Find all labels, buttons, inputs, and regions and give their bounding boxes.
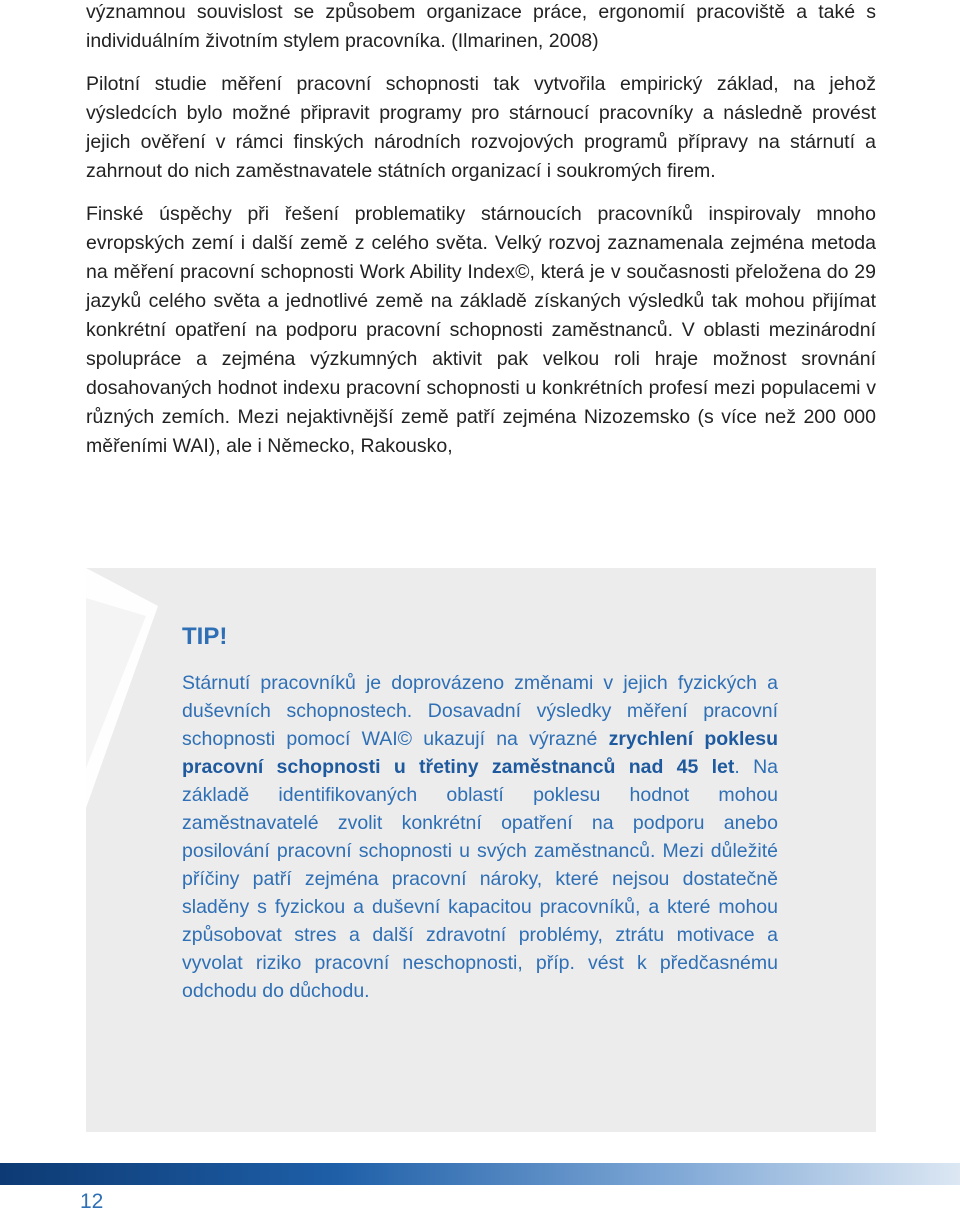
tip-text-part-1: Stárnutí pracovníků je doprovázeno změnami v jejich fyzických a duševních schopnostech. Dosavadní výsledky měření pracovní schopnosti pomocí WAI© ukazují na výrazné: [182, 672, 778, 750]
tip-box: [86, 568, 876, 1132]
tip-text-emphasis: zrychlení poklesu pracovní schopnosti u třetiny zaměstnanců nad 45 let: [182, 728, 779, 778]
tip-text-part-2: . Na základě identifikovaných oblastí poklesu hodnot mohou zaměstnavatelé zvolit konkrétní opatření na podporu anebo posilování pracovní schopnosti u svých zaměstnanců. Mezi důležité příčiny patří zejména pracovní nároky, které nejsou dostatečně sladěny s fyzickou a duševní kapacitou pracovníků, a které mohou způsobovat stres a další zdravotní problémy, ztrátu motivace a vyvolat riziko pracovní neschopnosti, příp. vést k předčasnému odchodu do důchodu.: [182, 756, 778, 1002]
paragraph-3: Finské úspěchy při řešení problematiky stárnoucích pracovníků inspirovaly mnoho evropských zemí i další země z celého světa. Velký rozvoj zaznamenala zejména metoda na měření pracovní schopnosti Work Ability Index©, která je v současnosti přeložena do 29 jazyků celého světa a jednotlivé země na základě získaných výsledků tak mohou přijímat konkrétní opatření na podporu pracovní schopnosti zaměstnanců. V oblasti mezinárodní spolupráce a zejména výzkumných aktivit pak velkou roli hraje možnost srovnání dosahovaných hodnot indexu pracovní schopnosti u konkrétních profesí mezi populacemi v různých zemích. Mezi nejaktivnější země patří zejména Nizozemsko (s více než 200 000 měřeními WAI), ale i Německo, Rakousko,: [86, 203, 876, 457]
paragraph-gap: [86, 186, 876, 200]
page-number: 12: [80, 1190, 104, 1213]
paragraph-gap: [86, 56, 876, 70]
paragraph-1: významnou souvislost se způsobem organizace práce, ergonomií pracoviště a také s individuálním životním stylem pracovníka. (Ilmarinen, 2008): [86, 1, 876, 52]
footer-gradient-bar: [0, 1163, 960, 1185]
main-text: [86, 0, 876, 461]
paragraph-2: Pilotní studie měření pracovní schopnosti tak vytvořila empirický základ, na jehož výsledcích bylo možné připravit programy pro stárnoucí pracovníky a následně provést jejich ověření v rámci finských národních rozvojových programů přípravy na stárnutí a zahrnout do nich zaměstnavatele státních organizací i soukromých firem.: [86, 73, 876, 182]
tip-text: [182, 669, 778, 1005]
chevron-decoration-icon: [86, 568, 176, 808]
tip-title: TIP!: [182, 623, 228, 650]
